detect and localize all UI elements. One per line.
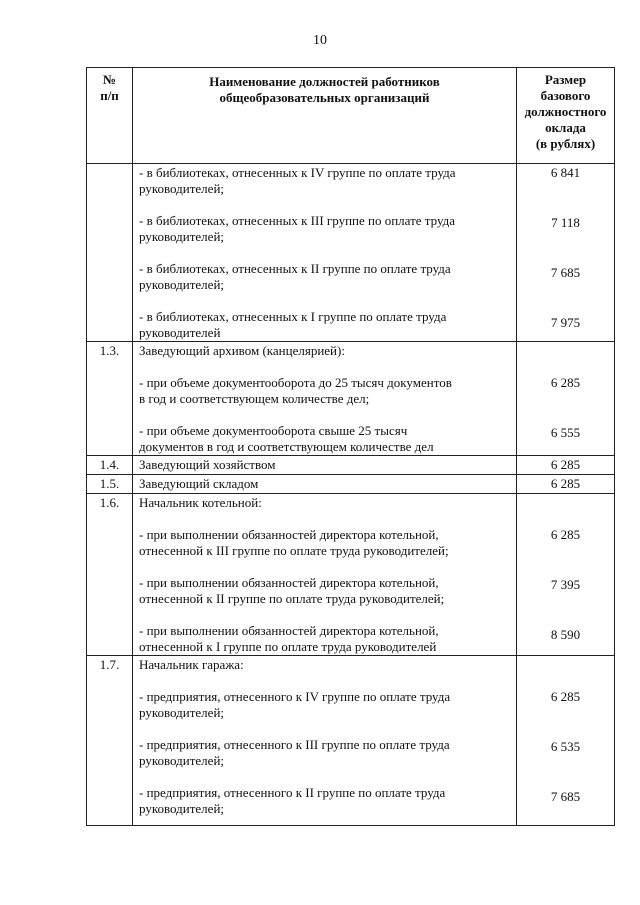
- row-values: [517, 342, 615, 456]
- row-number: 1.4.: [87, 456, 133, 475]
- list-item: [139, 375, 512, 407]
- row-values: [517, 656, 615, 826]
- list-item: [139, 423, 512, 455]
- header-name-line: общеобразовательных организаций: [219, 90, 430, 105]
- header-number: [87, 68, 133, 164]
- item-line: - в библиотеках, отнесенных к IV группе по оплате труда: [139, 165, 456, 180]
- item-line: руководителей;: [139, 753, 225, 768]
- header-number-line: №: [102, 72, 117, 87]
- salary-value: 6 285: [550, 527, 581, 542]
- item-line: руководителей;: [139, 801, 225, 816]
- row-description: [133, 164, 517, 342]
- row-number: 1.5.: [87, 475, 133, 494]
- item-line: руководителей;: [139, 705, 225, 720]
- row-number: 1.3.: [87, 342, 133, 456]
- row-description: Заведующий складом: [133, 475, 517, 494]
- table-header-row: [87, 68, 615, 164]
- page-number: 10: [313, 33, 327, 48]
- item-line: - предприятия, отнесенного к III группе по оплате труда: [139, 737, 450, 752]
- salary-value: 8 590: [550, 627, 581, 642]
- row-title: Начальник гаража:: [139, 657, 244, 672]
- table-row: [87, 456, 615, 475]
- table-row: [87, 164, 615, 342]
- item-line: в год и соответствующем количестве дел;: [139, 391, 370, 406]
- salary-value: 7 685: [550, 265, 581, 280]
- row-description: [133, 494, 517, 656]
- salary-value: 6 285: [517, 475, 615, 494]
- item-line: - при выполнении обязанностей директора котельной,: [139, 527, 439, 542]
- item-line: руководителей;: [139, 277, 225, 292]
- item-line: отнесенной к III группе по оплате труда руководителей;: [139, 543, 449, 558]
- header-salary-line: оклада: [545, 120, 586, 135]
- item-line: - при выполнении обязанностей директора котельной,: [139, 575, 439, 590]
- row-values: [517, 494, 615, 656]
- salary-value: 7 975: [550, 315, 581, 330]
- header-position-name: [133, 68, 517, 164]
- row-description: [133, 656, 517, 826]
- list-item: [139, 623, 512, 655]
- header-salary-line: должностного: [524, 104, 607, 119]
- row-number: 1.7.: [87, 656, 133, 826]
- list-item: [139, 737, 512, 769]
- list-item: [139, 575, 512, 607]
- header-name-line: Наименование должностей работников: [209, 74, 440, 89]
- item-line: руководителей;: [139, 229, 225, 244]
- row-title: Заведующий архивом (канцелярией):: [139, 343, 345, 358]
- list-item: [139, 309, 512, 341]
- row-values: [517, 164, 615, 342]
- header-salary-line: (в рублях): [535, 136, 596, 151]
- item-line: - в библиотеках, отнесенных к II группе по оплате труда: [139, 261, 451, 276]
- header-number-line: п/п: [100, 88, 119, 103]
- table-row: [87, 475, 615, 494]
- table-row: [87, 494, 615, 656]
- row-description: Заведующий хозяйством: [133, 456, 517, 475]
- row-title: Начальник котельной:: [139, 495, 262, 510]
- item-line: документов в год и соответствующем количестве дел: [139, 439, 434, 454]
- item-line: - в библиотеках, отнесенных к III группе по оплате труда: [139, 213, 456, 228]
- table-row: [87, 342, 615, 456]
- row-number: 1.6.: [87, 494, 133, 656]
- salary-value: 6 285: [550, 375, 581, 390]
- salary-value: 7 685: [550, 789, 581, 804]
- header-salary-line: базового: [540, 88, 591, 103]
- salary-value: 6 535: [550, 739, 581, 754]
- list-item: [139, 527, 512, 559]
- list-item: [139, 785, 512, 817]
- item-line: руководителей;: [139, 181, 225, 196]
- list-item: [139, 261, 512, 293]
- table-row: [87, 656, 615, 826]
- item-line: - при объеме документооборота свыше 25 тысяч: [139, 423, 408, 438]
- item-line: - предприятия, отнесенного к IV группе по оплате труда: [139, 689, 451, 704]
- salary-value: 6 285: [550, 689, 581, 704]
- header-salary: [517, 68, 615, 164]
- list-item: [139, 165, 512, 197]
- item-line: - при объеме документооборота до 25 тысяч документов: [139, 375, 452, 390]
- header-salary-line: Размер: [544, 72, 587, 87]
- salary-table: [86, 67, 615, 826]
- item-line: - при выполнении обязанностей директора котельной,: [139, 623, 439, 638]
- list-item: [139, 689, 512, 721]
- salary-value: 6 555: [550, 425, 581, 440]
- salary-value: 6 285: [517, 456, 615, 475]
- salary-value: 7 395: [550, 577, 581, 592]
- salary-value: 6 841: [550, 165, 581, 180]
- list-item: [139, 213, 512, 245]
- item-line: руководителей: [139, 325, 221, 340]
- item-line: - в библиотеках, отнесенных к I группе по оплате труда: [139, 309, 447, 324]
- item-line: отнесенной к II группе по оплате труда руководителей;: [139, 591, 445, 606]
- item-line: - предприятия, отнесенного к II группе по оплате труда: [139, 785, 446, 800]
- row-number: [87, 164, 133, 342]
- item-line: отнесенной к I группе по оплате труда руководителей: [139, 639, 437, 654]
- salary-value: 7 118: [551, 215, 580, 230]
- row-description: [133, 342, 517, 456]
